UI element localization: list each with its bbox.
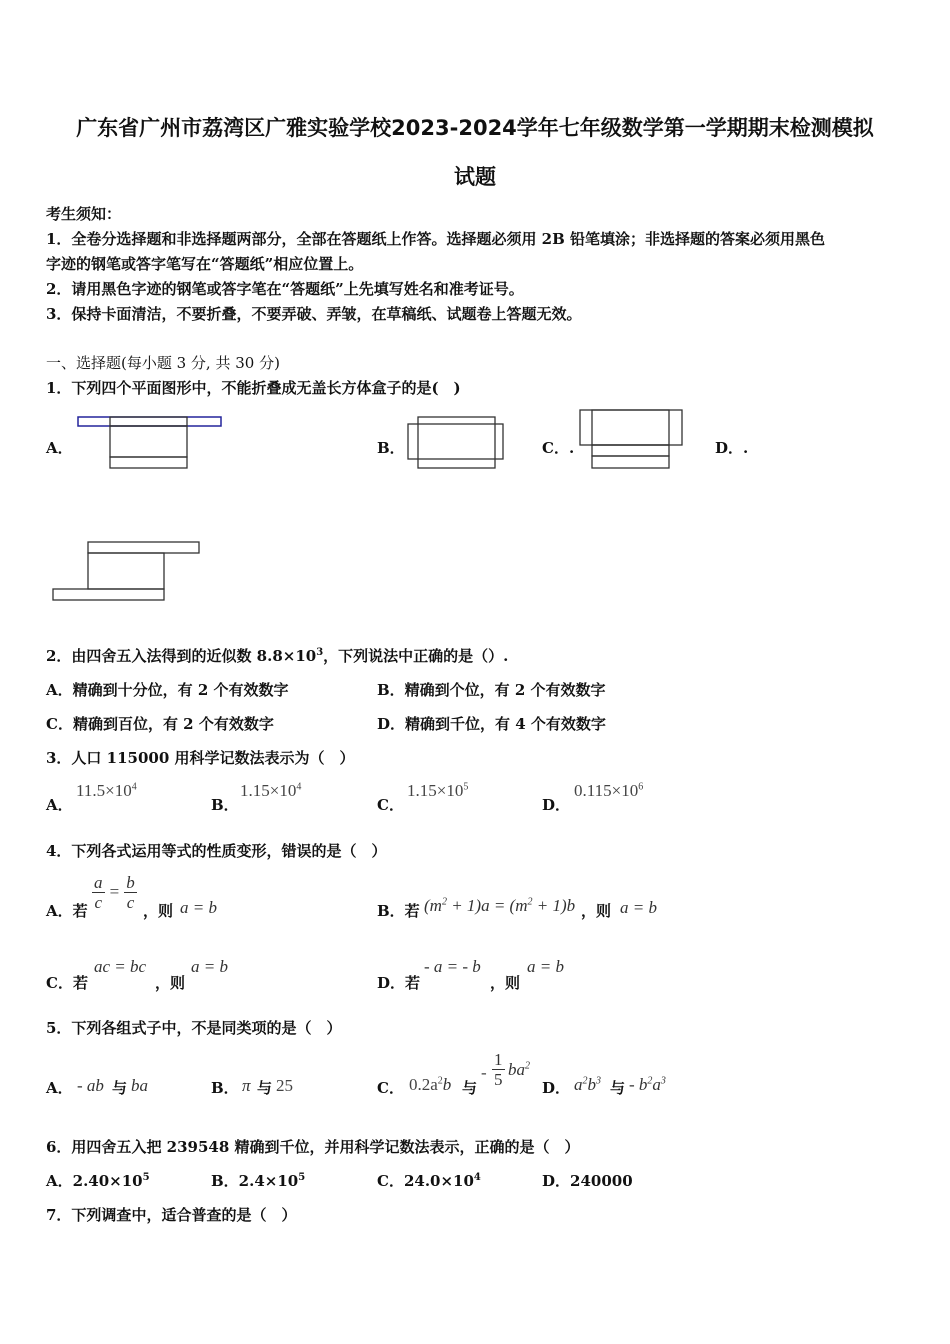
q3-option-c-label: C．	[377, 796, 404, 814]
q5-c-e1a: 0.2a	[409, 1075, 438, 1094]
q3-option-a-expr	[76, 781, 137, 801]
q4-d-then: ，则	[490, 974, 521, 992]
q6-b-base: B．2.4×10	[211, 1172, 299, 1190]
q4-b-expr-l: (m	[424, 896, 442, 915]
q3-option-b-base: 1.15×10	[240, 781, 297, 800]
q5-d-expr-2	[629, 1075, 666, 1095]
notice-item-1a: 1．全卷分选择题和非选择题两部分，全部在答题纸上作答。选择题必须用 2B 铅笔填涂；非选择题的答案必须用黑色	[46, 230, 826, 248]
q6-option-c	[377, 1170, 481, 1191]
q4-a-conclusion: a = b	[180, 898, 217, 917]
q2-stem-pre: 2．由四舍五入法得到的近似数 8.8×10	[46, 647, 317, 665]
q3-option-b-exp: 4	[296, 781, 302, 793]
q5-d-e2exp2: 3	[660, 1075, 666, 1087]
q5-a-with: 与	[112, 1079, 128, 1097]
q4-option-c-label: C．若	[46, 974, 88, 992]
q7-stem: 7．下列调查中，适合普查的是（ ）	[46, 1206, 297, 1224]
q6-option-b	[211, 1170, 305, 1191]
q4-option-a-expr	[92, 873, 137, 912]
q6-c-exp: 4	[473, 1172, 481, 1183]
q4-option-b-label: B．若	[377, 902, 420, 920]
q5-c-expr-2	[508, 1060, 530, 1080]
q4-option-b-expr	[424, 896, 575, 916]
page-title-line2: 试题	[454, 165, 496, 189]
q6-a-exp: 5	[142, 1172, 150, 1183]
q4-c-expr: ac = bc	[94, 957, 147, 976]
q5-d-expr-1	[574, 1075, 601, 1095]
q6-stem: 6．用四舍五入把 239548 精确到千位，并用科学记数法表示，正确的是（ ）	[46, 1138, 580, 1156]
q3-option-c-base: 1.15×10	[407, 781, 464, 800]
q3-option-d-base: 0.115×10	[574, 781, 639, 800]
q5-b-with: 与	[257, 1079, 273, 1097]
q4-option-a-label: A．若	[46, 902, 88, 920]
q3-option-a-label: A．	[46, 796, 73, 814]
q4-b-expr-r: + 1)b	[532, 896, 576, 915]
q3-stem: 3．人口 115000 用科学记数法表示为（ ）	[46, 749, 355, 767]
q2-option-c: C．精确到百位，有 2 个有效数字	[46, 715, 274, 733]
page-title: 广东省广州市荔湾区广雅实验学校2023-2024学年七年级数学第一学期期末检测模拟	[76, 116, 874, 140]
q4-d-conclusion: a = b	[527, 957, 564, 976]
q1-option-c-label: C．.	[542, 439, 575, 457]
q3-option-d-label: D．	[542, 796, 571, 814]
q5-d-e1b: b	[587, 1075, 596, 1094]
notice-item-1b: 字迹的钢笔或答字笔写在“答题纸”相应位置上。	[46, 255, 364, 273]
q4-a-f2-den: c	[126, 893, 135, 912]
notice-item-3: 3．保持卡面清洁，不要折叠，不要弄破、弄皱，在草稿纸、试题卷上答题无效。	[46, 305, 582, 323]
q4-b-exp2: 2	[527, 896, 533, 908]
q4-a-eq: =	[109, 882, 120, 901]
q5-c-frac-den: 5	[494, 1070, 503, 1089]
q3-option-c-expr	[407, 781, 468, 801]
q1-net-b	[405, 414, 507, 472]
q5-d-e2b: a	[652, 1075, 661, 1094]
q5-stem: 5．下列各组式子中，不是同类项的是（ ）	[46, 1019, 342, 1037]
q4-a-f1-den: c	[94, 893, 103, 912]
q5-b-expr-2: 25	[276, 1076, 293, 1095]
q4-a-frac-2	[124, 873, 137, 912]
q5-c-e1exp: 2	[437, 1075, 443, 1087]
q5-d-with: 与	[610, 1079, 626, 1097]
q2-stem	[46, 645, 508, 666]
q4-b-exp: 2	[441, 896, 447, 908]
q3-option-c-exp: 5	[463, 781, 469, 793]
q4-a-f1-num: a	[94, 873, 103, 892]
q3-option-b-label: B．	[211, 796, 239, 814]
q4-b-expr-m: + 1)a = (m	[446, 896, 528, 915]
q6-b-exp: 5	[298, 1172, 306, 1183]
q5-c-with: 与	[462, 1079, 478, 1097]
q3-option-d-exp: 6	[638, 781, 644, 793]
q5-a-expr-1: - ab	[77, 1076, 104, 1095]
q5-c-e1b: b	[442, 1075, 452, 1094]
q4-a-then: ，则	[143, 902, 174, 920]
q2-option-b: B．精确到个位，有 2 个有效数字	[377, 681, 606, 699]
q1-option-b-label: B．	[377, 439, 405, 457]
q4-b-conclusion: a = b	[620, 898, 657, 917]
q5-d-e1a: a	[574, 1075, 583, 1094]
q6-c-base: C．24.0×10	[377, 1172, 474, 1190]
q5-d-e1exp2: 3	[596, 1075, 601, 1087]
q4-c-then: ，则	[155, 974, 186, 992]
q5-option-c-label: C．	[377, 1079, 404, 1097]
q3-option-b-expr	[240, 781, 301, 801]
q3-option-a-base: 11.5×10	[76, 781, 132, 800]
q3-option-d-expr	[574, 781, 643, 801]
q2-option-d: D．精确到千位，有 4 个有效数字	[377, 715, 606, 733]
q1-net-a	[76, 414, 226, 472]
q4-d-expr: - a = - b	[424, 957, 481, 976]
q5-d-e2a: - b	[629, 1075, 648, 1094]
q6-option-a	[46, 1170, 150, 1191]
q5-c-frac	[492, 1050, 505, 1089]
q4-a-f2-num: b	[126, 873, 135, 892]
notice-heading: 考生须知：	[46, 205, 122, 223]
q3-option-a-exp: 4	[131, 781, 137, 793]
q4-option-d-label: D．若	[377, 974, 421, 992]
q5-a-expr-2: ba	[131, 1076, 148, 1095]
q4-a-frac-1	[92, 873, 105, 912]
q2-stem-sup: 3	[316, 647, 324, 658]
q5-d-e1exp1: 2	[582, 1075, 588, 1087]
q5-c-minus: -	[481, 1063, 487, 1082]
notice-item-2: 2．请用黑色字迹的钢笔或答字笔在“答题纸”上先填写姓名和准考证号。	[46, 280, 524, 298]
section-header: 一、选择题(每小题 3 分, 共 30 分)	[46, 354, 280, 372]
q5-d-e2exp1: 2	[647, 1075, 653, 1087]
q5-b-expr-1: π	[242, 1076, 251, 1095]
q5-c-e2a: ba	[508, 1060, 525, 1079]
q4-stem: 4．下列各式运用等式的性质变形，错误的是（ ）	[46, 842, 387, 860]
q6-a-base: A．2.40×10	[46, 1172, 143, 1190]
q5-option-d-label: D．	[542, 1079, 571, 1097]
q4-b-then: ，则	[581, 902, 612, 920]
q5-c-expr-1	[409, 1075, 451, 1095]
q1-net-d	[50, 538, 204, 604]
q1-option-a-label: A．	[46, 439, 73, 457]
q6-option-d: D．240000	[542, 1172, 633, 1190]
q1-option-d-label: D．.	[715, 439, 749, 457]
q1-stem: 1．下列四个平面图形中，不能折叠成无盖长方体盒子的是( )	[46, 379, 461, 397]
q2-option-a: A．精确到十分位，有 2 个有效数字	[46, 681, 289, 699]
q2-stem-post: ，下列说法中正确的是（）.	[323, 647, 509, 665]
q4-c-conclusion: a = b	[191, 957, 228, 976]
q5-option-b-label: B．	[211, 1079, 239, 1097]
q5-c-fraction	[492, 1050, 505, 1089]
q1-net-c	[577, 408, 687, 472]
q5-c-frac-num: 1	[494, 1050, 503, 1069]
q5-option-a-label: A．	[46, 1079, 73, 1097]
q5-c-e2exp: 2	[525, 1060, 530, 1072]
